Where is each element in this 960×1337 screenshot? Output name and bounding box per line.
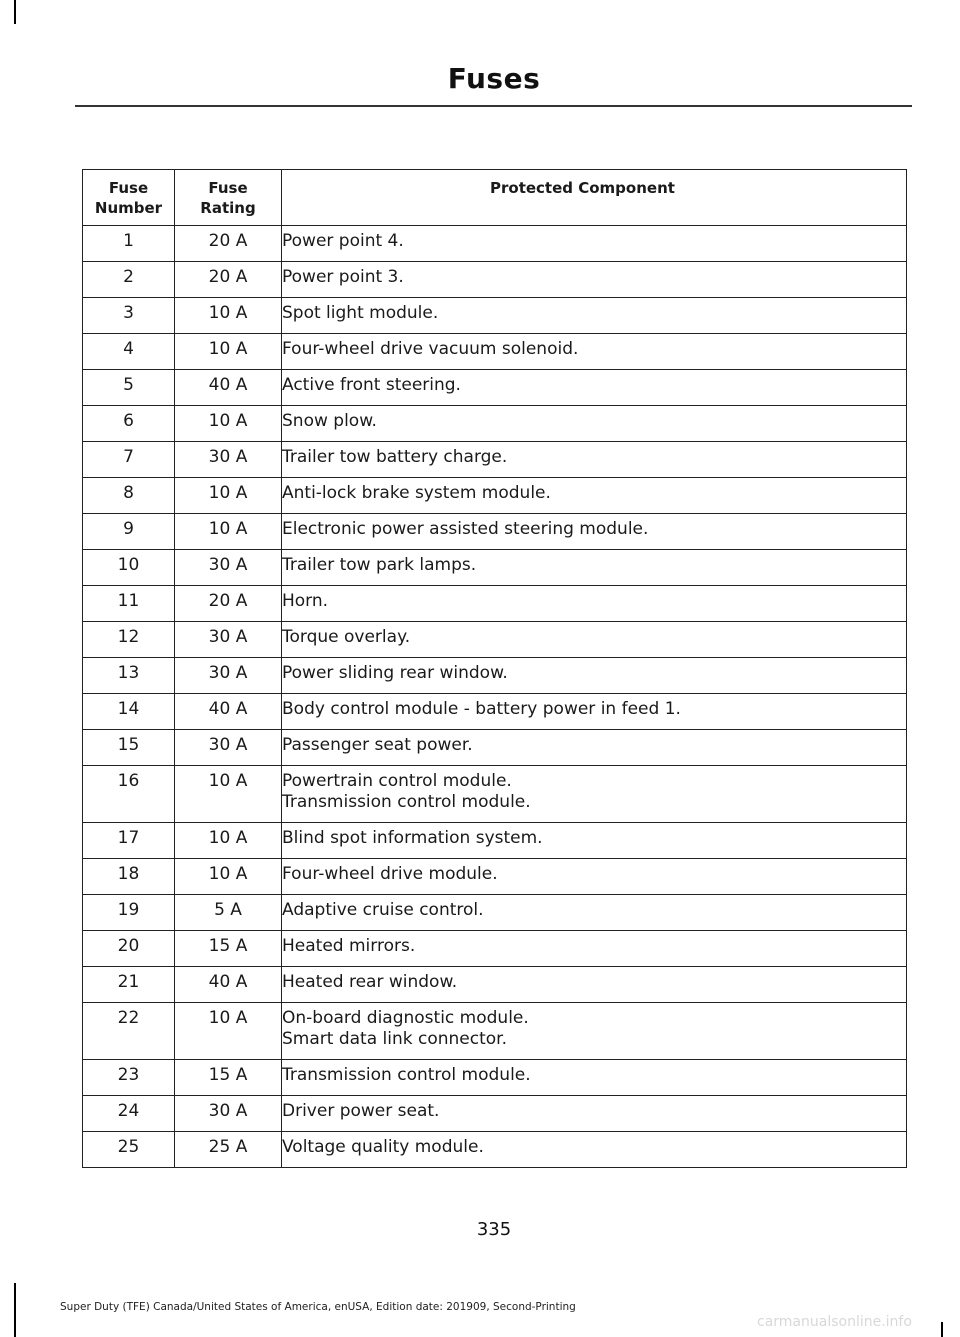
protected-component-line: Active front steering. [282, 375, 461, 395]
table-row [83, 895, 907, 931]
protected-component [282, 895, 907, 931]
protected-component-line: Passenger seat power. [282, 735, 473, 755]
protected-component-line: Trailer tow park lamps. [282, 555, 477, 575]
fuse-number: 15 [83, 730, 175, 766]
fuse-number: 12 [83, 622, 175, 658]
table-row [83, 298, 907, 334]
title-divider [75, 105, 912, 107]
column-header-fuse-rating: Fuse Rating [175, 170, 282, 226]
fuse-rating: 10 A [175, 334, 282, 370]
fuse-rating: 20 A [175, 262, 282, 298]
protected-component-line: Heated rear window. [282, 972, 458, 992]
protected-component [282, 262, 907, 298]
protected-component-line: Snow plow. [282, 411, 377, 431]
fuse-number: 8 [83, 478, 175, 514]
table-row [83, 550, 907, 586]
table-row [83, 1003, 907, 1060]
protected-component-line: Electronic power assisted steering module. [282, 519, 649, 539]
fuse-rating: 30 A [175, 622, 282, 658]
fuse-rating: 30 A [175, 1096, 282, 1132]
fuse-number: 18 [83, 859, 175, 895]
fuse-rating: 30 A [175, 442, 282, 478]
fuse-table [82, 169, 907, 1168]
protected-component-line: Transmission control module. [282, 792, 531, 812]
protected-component-line: Heated mirrors. [282, 936, 416, 956]
protected-component-line: Power sliding rear window. [282, 663, 508, 683]
fuse-table-body [83, 226, 907, 1168]
table-row [83, 226, 907, 262]
protected-component-line: Transmission control module. [282, 1065, 531, 1085]
page-number: 335 [476, 1219, 512, 1240]
table-row [83, 406, 907, 442]
table-row [83, 262, 907, 298]
table-row [83, 1096, 907, 1132]
protected-component [282, 658, 907, 694]
protected-component-line: Four-wheel drive module. [282, 864, 498, 884]
protected-component [282, 478, 907, 514]
fuse-rating: 40 A [175, 694, 282, 730]
crop-mark-bottom-left [14, 1283, 16, 1337]
fuse-rating: 5 A [175, 895, 282, 931]
protected-component [282, 1096, 907, 1132]
fuse-number: 10 [83, 550, 175, 586]
protected-component-line: Driver power seat. [282, 1101, 440, 1121]
fuse-number: 2 [83, 262, 175, 298]
table-row [83, 586, 907, 622]
watermark: carmanualsonline.info [757, 1314, 912, 1330]
fuse-number: 5 [83, 370, 175, 406]
fuse-number: 16 [83, 766, 175, 823]
protected-component [282, 514, 907, 550]
table-row [83, 823, 907, 859]
table-row [83, 967, 907, 1003]
protected-component-line: Smart data link connector. [282, 1029, 507, 1049]
protected-component-line: Adaptive cruise control. [282, 900, 484, 920]
fuse-number: 19 [83, 895, 175, 931]
protected-component [282, 370, 907, 406]
protected-component-line: Blind spot information system. [282, 828, 543, 848]
fuse-rating: 10 A [175, 1003, 282, 1060]
fuse-rating: 40 A [175, 967, 282, 1003]
table-row [83, 478, 907, 514]
protected-component-line: Trailer tow battery charge. [282, 447, 508, 467]
column-header-protected-component: Protected Component [282, 170, 907, 226]
table-row [83, 931, 907, 967]
fuse-number: 23 [83, 1060, 175, 1096]
protected-component-line: Powertrain control module. [282, 771, 512, 791]
fuse-rating: 10 A [175, 859, 282, 895]
protected-component [282, 442, 907, 478]
fuse-number: 11 [83, 586, 175, 622]
table-row [83, 766, 907, 823]
protected-component-line: Anti-lock brake system module. [282, 483, 551, 503]
fuse-rating: 30 A [175, 550, 282, 586]
table-row [83, 859, 907, 895]
fuse-number: 13 [83, 658, 175, 694]
fuse-number: 20 [83, 931, 175, 967]
fuse-rating: 25 A [175, 1132, 282, 1168]
fuse-rating: 15 A [175, 1060, 282, 1096]
fuse-rating: 10 A [175, 298, 282, 334]
fuse-number: 25 [83, 1132, 175, 1168]
edition-footer: Super Duty (TFE) Canada/United States of America, enUSA, Edition date: 201909, Second-Printing [60, 1301, 576, 1313]
protected-component-line: Torque overlay. [282, 627, 411, 647]
fuse-number: 9 [83, 514, 175, 550]
fuse-rating: 15 A [175, 931, 282, 967]
fuse-rating: 40 A [175, 370, 282, 406]
fuse-number: 4 [83, 334, 175, 370]
protected-component-line: On-board diagnostic module. [282, 1008, 529, 1028]
protected-component [282, 823, 907, 859]
table-row [83, 334, 907, 370]
protected-component-line: Four-wheel drive vacuum solenoid. [282, 339, 579, 359]
fuse-number: 7 [83, 442, 175, 478]
protected-component [282, 622, 907, 658]
protected-component [282, 931, 907, 967]
fuse-number: 21 [83, 967, 175, 1003]
protected-component [282, 334, 907, 370]
protected-component-line: Power point 4. [282, 231, 404, 251]
table-row [83, 370, 907, 406]
column-header-fuse-number: Fuse Number [83, 170, 175, 226]
fuse-rating: 10 A [175, 823, 282, 859]
protected-component [282, 586, 907, 622]
table-row [83, 694, 907, 730]
table-row [83, 1060, 907, 1096]
fuse-rating: 10 A [175, 766, 282, 823]
fuse-rating: 30 A [175, 658, 282, 694]
fuse-number: 6 [83, 406, 175, 442]
protected-component-line: Power point 3. [282, 267, 404, 287]
table-row [83, 442, 907, 478]
fuse-number: 24 [83, 1096, 175, 1132]
protected-component [282, 298, 907, 334]
fuse-rating: 20 A [175, 586, 282, 622]
protected-component [282, 226, 907, 262]
protected-component [282, 730, 907, 766]
fuse-number: 17 [83, 823, 175, 859]
fuse-number: 14 [83, 694, 175, 730]
fuse-rating: 30 A [175, 730, 282, 766]
protected-component [282, 694, 907, 730]
protected-component [282, 1060, 907, 1096]
protected-component [282, 406, 907, 442]
protected-component-line: Spot light module. [282, 303, 439, 323]
protected-component-line: Voltage quality module. [282, 1137, 484, 1157]
table-row [83, 730, 907, 766]
crop-mark-bottom-right [941, 1322, 943, 1337]
table-row [83, 622, 907, 658]
table-row [83, 1132, 907, 1168]
protected-component [282, 1003, 907, 1060]
fuse-rating: 20 A [175, 226, 282, 262]
table-row [83, 658, 907, 694]
fuse-number: 22 [83, 1003, 175, 1060]
page-title: Fuses [447, 62, 541, 95]
fuse-rating: 10 A [175, 406, 282, 442]
protected-component [282, 1132, 907, 1168]
table-header-row [83, 170, 907, 226]
protected-component [282, 967, 907, 1003]
crop-mark-top-left [14, 0, 16, 24]
fuse-rating: 10 A [175, 478, 282, 514]
table-row [83, 514, 907, 550]
fuse-number: 3 [83, 298, 175, 334]
protected-component [282, 766, 907, 823]
protected-component-line: Horn. [282, 591, 329, 611]
protected-component [282, 550, 907, 586]
fuse-rating: 10 A [175, 514, 282, 550]
protected-component-line: Body control module - battery power in feed 1. [282, 699, 681, 719]
fuse-number: 1 [83, 226, 175, 262]
protected-component [282, 859, 907, 895]
